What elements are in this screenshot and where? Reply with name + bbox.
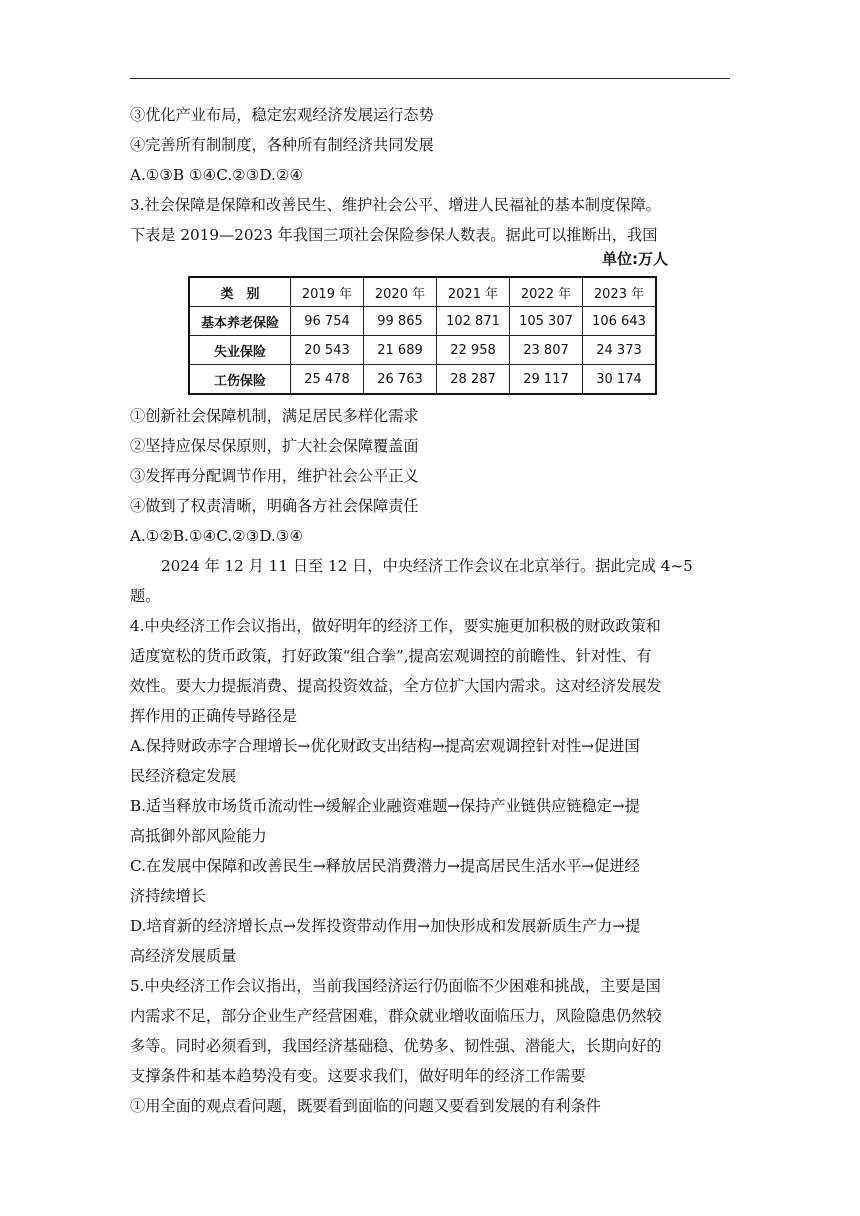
table-header-year: 2020 年 <box>364 277 437 307</box>
table-row-name: 失业保险 <box>189 336 291 365</box>
q3-stem-line-1: 3.社会保障是保障和改善民生、维护社会公平、增进人民福祉的基本制度保障。 <box>130 196 661 214</box>
q3-option-2: ②坚持应保尽保原则，扩大社会保障覆盖面 <box>130 437 419 455</box>
table-row <box>189 365 656 395</box>
q4-option-d: D.培育新的经济增长点→发挥投资带动作用→加快形成和发展新质生产力→提 <box>130 917 641 935</box>
q4-option-b: B.适当释放市场货币流动性→缓解企业融资难题→保持产业链供应链稳定→提 <box>130 797 640 815</box>
table-cell: 106 643 <box>583 307 657 336</box>
table-header-row <box>189 277 656 307</box>
q3-option-3: ③发挥再分配调节作用，维护社会公平正义 <box>130 467 419 485</box>
table-unit-label: 单位:万人 <box>602 250 668 268</box>
table-cell: 25 478 <box>291 365 364 395</box>
table-cell: 102 871 <box>437 307 510 336</box>
table-row <box>189 336 656 365</box>
q3-stem-line-2: 下表是 2019—2023 年我国三项社会保险参保人数表。据此可以推断出，我国 <box>130 226 658 244</box>
q5-stem-line: 多等。同时必须看到，我国经济基础稳、优势多、韧性强、潜能大，长期向好的 <box>130 1037 662 1055</box>
table-row-name: 基本养老保险 <box>189 307 291 336</box>
table-cell: 96 754 <box>291 307 364 336</box>
table-row <box>189 307 656 336</box>
table-cell: 99 865 <box>364 307 437 336</box>
insurance-table <box>188 276 657 395</box>
table-cell: 20 543 <box>291 336 364 365</box>
q4-stem-line: 适度宽松的货币政策，打好政策“组合拳”,提高宏观调控的前瞻性、针对性、有 <box>130 647 652 665</box>
table-cell: 22 958 <box>437 336 510 365</box>
q4-option-a: A.保持财政赤字合理增长→优化财政支出结构→提高宏观调控针对性→促进国 <box>130 737 640 755</box>
table-row-name: 工伤保险 <box>189 365 291 395</box>
q2-option-4: ④完善所有制制度，各种所有制经济共同发展 <box>130 136 434 154</box>
q2-answer-choices: A.①③B ①④C.②③D.②④ <box>130 166 304 184</box>
table-cell: 21 689 <box>364 336 437 365</box>
table-header-year: 2022 年 <box>510 277 583 307</box>
q4-stem-line: 挥作用的正确传导路径是 <box>130 707 298 725</box>
q5-stem-line: 内需求不足，部分企业生产经营困难，群众就业增收面临压力，风险隐患仍然较 <box>130 1007 662 1025</box>
table-cell: 29 117 <box>510 365 583 395</box>
q4-option-b-cont: 高抵御外部风险能力 <box>130 827 267 845</box>
q4-option-d-cont: 高经济发展质量 <box>130 947 237 965</box>
q4-stem-line: 4.中央经济工作会议指出，做好明年的经济工作，要实施更加积极的财政政策和 <box>130 617 661 635</box>
intro-4-5-line-1: 2024 年 12 月 11 日至 12 日，中央经济工作会议在北京举行。据此完成 4~5 <box>161 557 693 575</box>
q5-stem-line: 5.中央经济工作会议指出，当前我国经济运行仍面临不少困难和挑战，主要是国 <box>130 977 661 995</box>
q4-option-a-cont: 民经济稳定发展 <box>130 767 237 785</box>
q3-option-1: ①创新社会保障机制，满足居民多样化需求 <box>130 407 419 425</box>
table-cell: 24 373 <box>583 336 657 365</box>
q4-option-c: C.在发展中保障和改善民生→释放居民消费潜力→提高居民生活水平→促进经 <box>130 857 640 875</box>
table-header-year: 2023 年 <box>583 277 657 307</box>
header-rule <box>130 78 730 79</box>
intro-4-5-line-2: 题。 <box>130 587 161 605</box>
document-body <box>130 100 740 1121</box>
table-cell: 23 807 <box>510 336 583 365</box>
q5-option-1: ①用全面的观点看问题，既要看到面临的问题又要看到发展的有利条件 <box>130 1097 601 1115</box>
table-header-year: 2019 年 <box>291 277 364 307</box>
table-cell: 105 307 <box>510 307 583 336</box>
table-cell: 26 763 <box>364 365 437 395</box>
q3-answer-choices: A.①②B.①④C.②③D.③④ <box>130 527 304 545</box>
table-cell: 28 287 <box>437 365 510 395</box>
table-header-year: 2021 年 <box>437 277 510 307</box>
q2-option-3: ③优化产业布局，稳定宏观经济发展运行态势 <box>130 106 434 124</box>
q4-stem-line: 效性。要大力提振消费、提高投资效益，全方位扩大国内需求。这对经济发展发 <box>130 677 662 695</box>
table-header-category: 类 别 <box>189 277 291 307</box>
q5-stem-line: 支撑条件和基本趋势没有变。这要求我们，做好明年的经济工作需要 <box>130 1067 586 1085</box>
q3-option-4: ④做到了权责清晰，明确各方社会保障责任 <box>130 497 419 515</box>
q4-option-c-cont: 济持续增长 <box>130 887 206 905</box>
table-cell: 30 174 <box>583 365 657 395</box>
